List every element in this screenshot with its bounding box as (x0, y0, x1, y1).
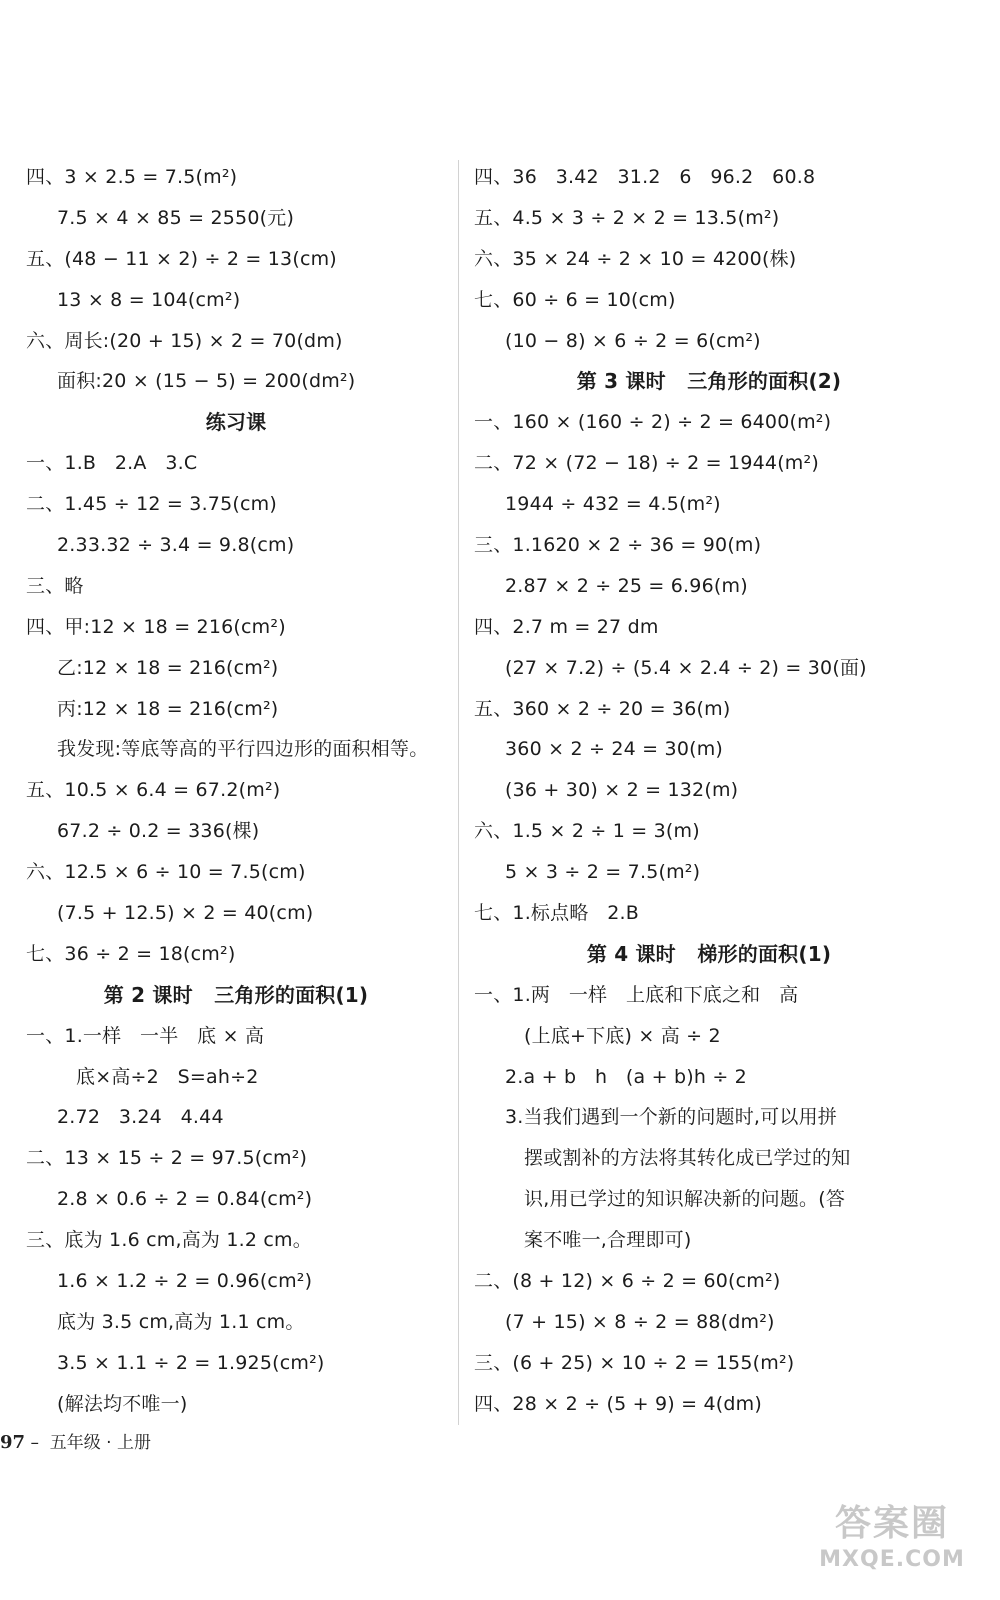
page-footer (0, 1428, 151, 1453)
answer-line: 四、2.7 m = 27 dm (474, 615, 659, 638)
answer-line: 六、周长:(20 + 15) × 2 = 70(dm) (26, 329, 343, 352)
answer-line: (27 × 7.2) ÷ (5.4 × 2.4 ÷ 2) = 30(面) (505, 656, 867, 679)
answer-line: 五、360 × 2 ÷ 20 = 36(m) (474, 697, 731, 720)
watermark-title: 答案圈 (834, 1503, 949, 1544)
answer-line: 乙:12 × 18 = 216(cm²) (57, 656, 279, 679)
answer-line: 1.6 × 1.2 ÷ 2 = 0.96(cm²) (57, 1270, 313, 1293)
column-divider (458, 160, 459, 1425)
answer-line: 丙:12 × 18 = 216(cm²) (57, 697, 279, 720)
answer-line: 二、1.45 ÷ 12 = 3.75(cm) (26, 493, 277, 516)
answer-line: 一、1.两 一样 上底和下底之和 高 (474, 983, 799, 1006)
watermark-logo (812, 1502, 972, 1582)
answer-line: 三、略 (26, 574, 84, 597)
answer-line: 二、13 × 15 ÷ 2 = 97.5(cm²) (26, 1147, 308, 1170)
answer-line: 二、72 × (72 − 18) ÷ 2 = 1944(m²) (474, 452, 819, 475)
answer-line: 我发现:等底等高的平行四边形的面积相等。 (57, 738, 429, 761)
answer-line: 七、1.标点略 2.B (474, 902, 640, 925)
footer-separator: – (25, 1433, 50, 1453)
answer-line: 摆或割补的方法将其转化成已学过的知 (524, 1147, 851, 1170)
answer-line: 360 × 2 ÷ 24 = 30(m) (505, 738, 724, 761)
answer-line: 7.5 × 4 × 85 = 2550(元) (57, 206, 295, 229)
answer-line: 2.8 × 0.6 ÷ 2 = 0.84(cm²) (57, 1188, 313, 1211)
answer-line: 二、(8 + 12) × 6 ÷ 2 = 60(cm²) (474, 1270, 781, 1293)
answer-line: 一、160 × (160 ÷ 2) ÷ 2 = 6400(m²) (474, 411, 832, 434)
answer-line: 2.87 × 2 ÷ 25 = 6.96(m) (505, 574, 748, 597)
answer-line: 七、36 ÷ 2 = 18(cm²) (26, 942, 236, 965)
answer-line: 三、底为 1.6 cm,高为 1.2 cm。 (26, 1229, 312, 1252)
answer-line: 七、60 ÷ 6 = 10(cm) (474, 288, 676, 311)
right-column (474, 157, 974, 1425)
grade-label: 五年级 · 上册 (49, 1433, 151, 1453)
answer-line: 五、(48 − 11 × 2) ÷ 2 = 13(cm) (26, 247, 337, 270)
answer-line: (上底+下底) × 高 ÷ 2 (524, 1024, 721, 1047)
answer-line: 四、3 × 2.5 = 7.5(m²) (26, 166, 238, 188)
answer-line: 2.a + b h (a + b)h ÷ 2 (505, 1065, 747, 1088)
answer-line: (解法均不唯一) (57, 1392, 188, 1415)
answer-line: 三、(6 + 25) × 10 ÷ 2 = 155(m²) (474, 1351, 795, 1374)
answer-line: 底×高÷2 S=ah÷2 (76, 1065, 259, 1088)
answer-line: 六、1.5 × 2 ÷ 1 = 3(m) (474, 820, 700, 843)
answer-line: 四、36 3.42 31.2 6 96.2 60.8 (474, 166, 816, 188)
section-heading: 第 3 课时 三角形的面积(2) (576, 369, 842, 394)
section-heading: 第 2 课时 三角形的面积(1) (103, 982, 369, 1007)
answer-line: 底为 3.5 cm,高为 1.1 cm。 (57, 1310, 305, 1333)
answer-line: 2.72 3.24 4.44 (57, 1106, 224, 1129)
answer-line: 六、35 × 24 ÷ 2 × 10 = 4200(株) (474, 247, 797, 270)
answer-line: 1944 ÷ 432 = 4.5(m²) (505, 493, 721, 516)
answer-line: 13 × 8 = 104(cm²) (57, 288, 241, 311)
answer-line: 3.5 × 1.1 ÷ 2 = 1.925(cm²) (57, 1351, 325, 1374)
answer-line: 四、甲:12 × 18 = 216(cm²) (26, 615, 286, 638)
answer-line: 2.33.32 ÷ 3.4 = 9.8(cm) (57, 534, 295, 557)
answer-line: 5 × 3 ÷ 2 = 7.5(m²) (505, 861, 701, 884)
answer-line: 3.当我们遇到一个新的问题时,可以用拼 (505, 1106, 837, 1129)
answer-line: 四、28 × 2 ÷ (5 + 9) = 4(dm) (474, 1392, 762, 1415)
answer-line: 一、1.B 2.A 3.C (26, 452, 198, 475)
page-number: 97 (0, 1432, 26, 1453)
answer-line: 案不唯一,合理即可) (524, 1229, 692, 1252)
left-column (26, 157, 466, 1425)
answer-line: 67.2 ÷ 0.2 = 336(棵) (57, 820, 260, 843)
section-heading: 第 4 课时 梯形的面积(1) (586, 941, 832, 966)
answer-line: (7.5 + 12.5) × 2 = 40(cm) (57, 902, 314, 925)
answer-line: 六、12.5 × 6 ÷ 10 = 7.5(cm) (26, 861, 306, 884)
answer-line: (10 − 8) × 6 ÷ 2 = 6(cm²) (505, 329, 761, 352)
section-heading: 练习课 (205, 410, 267, 435)
answer-line: 面积:20 × (15 − 5) = 200(dm²) (57, 370, 356, 393)
answer-line: (36 + 30) × 2 = 132(m) (505, 779, 739, 802)
answer-line: 五、10.5 × 6.4 = 67.2(m²) (26, 779, 281, 802)
answer-line: 三、1.1620 × 2 ÷ 36 = 90(m) (474, 534, 762, 557)
answer-line: 五、4.5 × 3 ÷ 2 × 2 = 13.5(m²) (474, 206, 780, 229)
answer-line: 一、1.一样 一半 底 × 高 (26, 1024, 265, 1047)
watermark-url: MXQE.COM (819, 1547, 965, 1572)
answer-line: 识,用已学过的知识解决新的问题。(答 (524, 1188, 846, 1211)
answer-line: (7 + 15) × 8 ÷ 2 = 88(dm²) (505, 1310, 775, 1333)
